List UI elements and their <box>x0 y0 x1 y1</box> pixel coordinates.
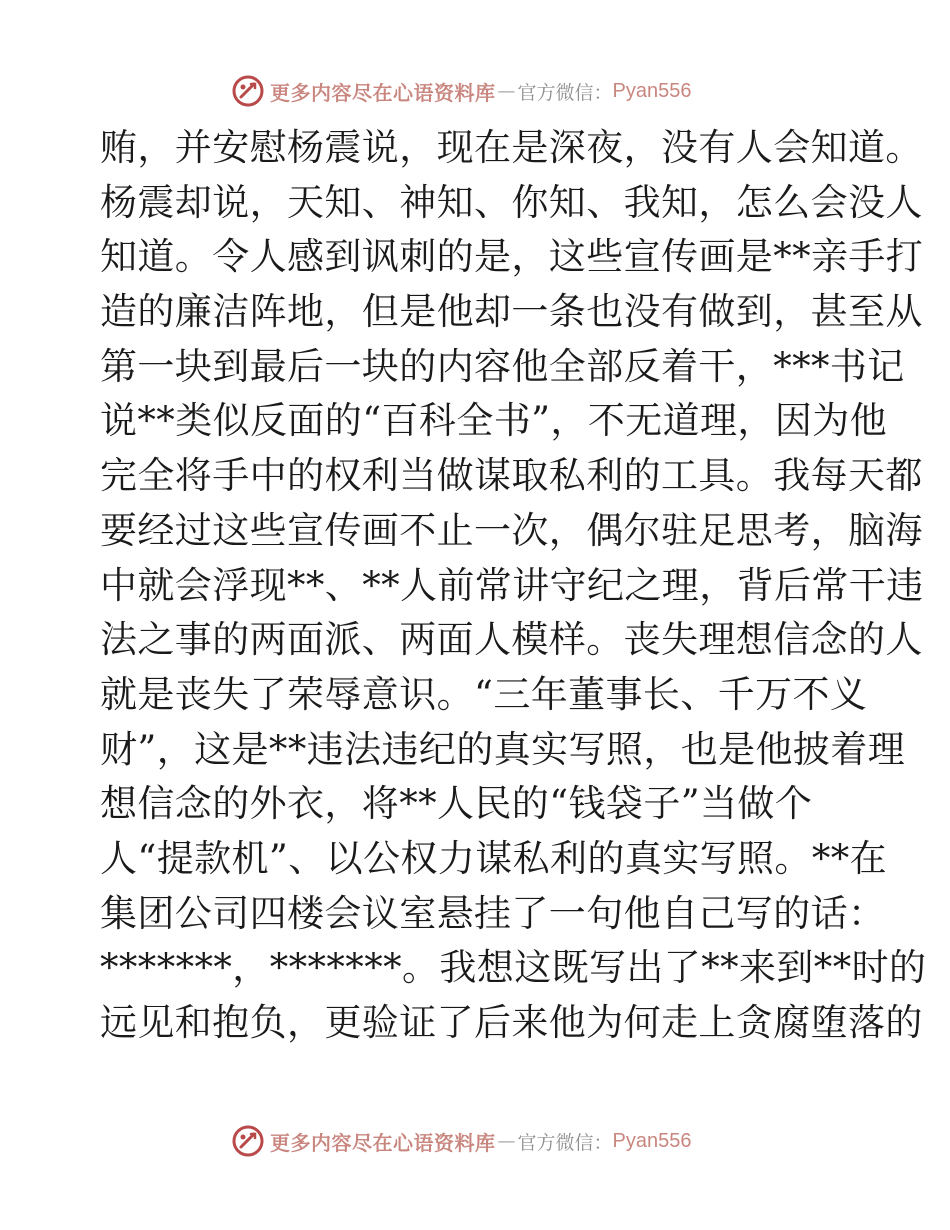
watermark-wechat-id: Pyan556 <box>612 79 692 102</box>
watermark-main-text: 更多内容尽在心语资料库 <box>270 80 496 105</box>
text-line: 说**类似反面的“百科全书”，不无道理，因为他 <box>100 399 888 443</box>
watermark-tail-text: 官方微信： <box>517 81 613 104</box>
text-line: 人“提款机”、以公权力谋私利的真实写照。**在 <box>100 836 888 880</box>
text-line: 造的廉洁阵地，但是他却一条也没有做到，甚至从 <box>100 290 923 334</box>
text-line: 杨震却说，天知、神知、你知、我知，怎么会没人 <box>100 180 923 224</box>
text-line: 想信念的外衣，将**人民的“钱袋子”当做个 <box>100 782 813 826</box>
watermark-logo-icon <box>232 75 264 107</box>
watermark-dash: — <box>497 1130 516 1152</box>
text-line: 要经过这些宣传画不止一次，偶尔驻足思考，脑海 <box>100 508 923 552</box>
text-line: 集团公司四楼会议室悬挂了一句他自己写的话： <box>100 891 886 935</box>
text-line: 就是丧失了荣辱意识。“三年董事长、千万不义 <box>100 672 868 716</box>
body-text <box>100 124 927 1054</box>
text-line: *******，*******。我想这既写出了**来到**时的 <box>100 946 927 990</box>
text-line: 知道。令人感到讽刺的是，这些宣传画是**亲手打 <box>100 235 924 279</box>
footer-watermark <box>232 1124 752 1158</box>
text-line: 第一块到最后一块的内容他全部反着干，***书记 <box>100 344 905 388</box>
watermark-logo-icon <box>232 1125 264 1157</box>
header-watermark <box>232 74 752 108</box>
text-line: 贿，并安慰杨震说，现在是深夜，没有人会知道。 <box>100 126 923 169</box>
text-line: 财”，这是**违法违纪的真实写照，也是他披着理 <box>100 727 906 771</box>
text-line: 中就会浮现**、**人前常讲守纪之理，背后常干违 <box>100 563 924 607</box>
watermark-dash: — <box>497 80 516 102</box>
watermark-main-text: 更多内容尽在心语资料库 <box>270 1130 496 1155</box>
watermark-wechat-id: Pyan556 <box>612 1129 692 1152</box>
text-line: 完全将手中的权利当做谋取私利的工具。我每天都 <box>100 454 923 498</box>
text-line: 远见和抱负，更验证了后来他为何走上贪腐堕落的 <box>100 1001 923 1044</box>
text-line: 法之事的两面派、两面人模样。丧失理想信念的人 <box>100 618 923 662</box>
watermark-tail-text: 官方微信： <box>517 1131 613 1154</box>
